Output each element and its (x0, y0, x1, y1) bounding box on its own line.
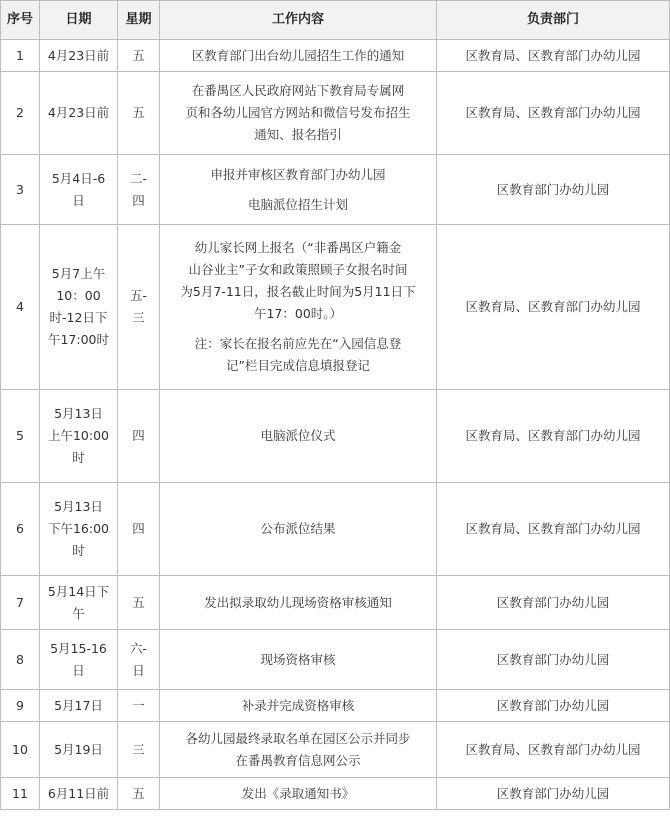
work-line: 电脑派位仪式 (260, 428, 336, 443)
work-line: 公布派位结果 (260, 521, 336, 536)
work-line: 发出拟录取幼儿现场资格审核通知 (204, 594, 392, 610)
table-body (1, 40, 670, 810)
work-paragraph (164, 518, 432, 540)
date-line: 午17:00时 (47, 332, 110, 347)
work-line: 页和各幼儿园官方网站和微信号发布招生 (185, 105, 411, 120)
cell-no: 3 (1, 155, 40, 225)
table-row (1, 40, 670, 72)
cell-weekday (118, 155, 160, 225)
table-row (1, 690, 670, 722)
date-line: 下午16:00 (47, 521, 110, 536)
date-line: 5月7上午 (51, 266, 106, 281)
table-row (1, 483, 670, 576)
date-line: 4月23日前 (47, 105, 110, 120)
cell-date (40, 576, 118, 630)
table-row (1, 778, 670, 810)
work-line: 注：家长在报名前应先在“入园信息登 (194, 336, 402, 351)
date-line: 时 (72, 543, 85, 558)
table-row (1, 72, 670, 155)
work-line: 申报并审核区教育部门办幼儿园 (210, 166, 386, 182)
work-line: 记”栏目完成信息填报登记 (226, 358, 370, 373)
cell-no: 6 (1, 483, 40, 576)
work-paragraph (164, 695, 432, 717)
cell-dept: 区教育局、区教育部门办幼儿园 (437, 390, 670, 483)
cell-date (40, 630, 118, 690)
weekday-line: 五- (129, 288, 147, 303)
date-line: 5月15-16 (50, 640, 107, 656)
work-paragraph (164, 164, 432, 186)
cell-no: 7 (1, 576, 40, 630)
cell-dept: 区教育局、区教育部门办幼儿园 (437, 225, 670, 390)
cell-weekday (118, 722, 160, 778)
work-line: 幼儿家长网上报名（“非番禺区户籍金 (194, 240, 402, 255)
date-line: 5月4日-6 (51, 170, 106, 186)
table-row (1, 155, 670, 225)
cell-weekday (118, 225, 160, 390)
cell-work (160, 722, 437, 778)
work-line: 补录并完成资格审核 (241, 697, 355, 713)
cell-weekday (118, 630, 160, 690)
date-line: 5月17日 (54, 697, 103, 713)
date-line: 午 (72, 605, 85, 621)
weekday-line: 二- (129, 170, 147, 186)
work-paragraph (164, 592, 432, 614)
cell-work (160, 630, 437, 690)
cell-dept: 区教育部门办幼儿园 (437, 690, 670, 722)
header-dept: 负责部门 (437, 1, 670, 40)
cell-no: 8 (1, 630, 40, 690)
cell-no: 11 (1, 778, 40, 810)
weekday-line: 五 (132, 594, 145, 610)
cell-weekday (118, 483, 160, 576)
cell-work (160, 72, 437, 155)
date-line: 时-12日下 (49, 310, 108, 325)
cell-date (40, 690, 118, 722)
work-paragraph (164, 194, 432, 216)
cell-weekday (118, 390, 160, 483)
cell-work (160, 778, 437, 810)
cell-date (40, 722, 118, 778)
cell-dept: 区教育部门办幼儿园 (437, 155, 670, 225)
date-line: 5月13日 (54, 499, 103, 514)
cell-weekday (118, 576, 160, 630)
date-line: 5月13日 (54, 406, 103, 421)
work-line: 为5月7-11日，报名截止时间为5月11日下 (180, 284, 416, 299)
weekday-line: 三 (132, 310, 145, 325)
cell-date (40, 72, 118, 155)
cell-no: 4 (1, 225, 40, 390)
work-paragraph (164, 45, 432, 67)
weekday-line: 四 (132, 521, 145, 536)
work-paragraph (164, 80, 432, 146)
date-line: 10：00 (56, 288, 101, 303)
cell-no: 9 (1, 690, 40, 722)
cell-work (160, 40, 437, 72)
work-line: 区教育部门出台幼儿园招生工作的通知 (191, 47, 405, 63)
cell-work (160, 690, 437, 722)
table-row (1, 630, 670, 690)
weekday-line: 日 (132, 662, 145, 678)
cell-dept: 区教育部门办幼儿园 (437, 630, 670, 690)
cell-no: 5 (1, 390, 40, 483)
cell-dept: 区教育部门办幼儿园 (437, 778, 670, 810)
work-line: 发出《录取通知书》 (241, 785, 355, 801)
cell-date (40, 390, 118, 483)
cell-dept: 区教育局、区教育部门办幼儿园 (437, 40, 670, 72)
date-line: 时 (72, 450, 85, 465)
table-row (1, 722, 670, 778)
cell-date (40, 40, 118, 72)
cell-work (160, 576, 437, 630)
date-line: 日 (72, 192, 85, 208)
weekday-line: 一 (132, 697, 145, 713)
weekday-line: 三 (132, 741, 145, 757)
work-paragraph (164, 649, 432, 671)
cell-date (40, 778, 118, 810)
cell-work (160, 483, 437, 576)
work-line: 山谷业主”子女和政策照顾子女报名时间 (188, 262, 408, 277)
header-row (1, 1, 670, 40)
header-date: 日期 (40, 1, 118, 40)
cell-weekday (118, 690, 160, 722)
work-paragraph (164, 333, 432, 377)
weekday-line: 五 (132, 47, 145, 63)
cell-work (160, 225, 437, 390)
cell-date (40, 225, 118, 390)
date-line: 上午10:00 (47, 428, 110, 443)
table-row (1, 225, 670, 390)
date-line: 6月11日前 (47, 785, 110, 801)
work-paragraph (164, 425, 432, 447)
work-paragraph (164, 237, 432, 325)
table-row (1, 576, 670, 630)
header-work: 工作内容 (160, 1, 437, 40)
work-paragraph (164, 728, 432, 772)
work-line: 现场资格审核 (260, 651, 336, 667)
cell-weekday (118, 40, 160, 72)
cell-weekday (118, 778, 160, 810)
cell-no: 2 (1, 72, 40, 155)
header-weekday: 星期 (118, 1, 160, 40)
work-line: 午17：00时。） (253, 306, 343, 321)
work-line: 电脑派位招生计划 (247, 196, 348, 212)
date-line: 日 (72, 662, 85, 678)
weekday-line: 六- (129, 640, 147, 656)
weekday-line: 五 (132, 105, 145, 120)
cell-no: 1 (1, 40, 40, 72)
cell-dept: 区教育部门办幼儿园 (437, 576, 670, 630)
weekday-line: 四 (132, 192, 145, 208)
cell-dept: 区教育局、区教育部门办幼儿园 (437, 722, 670, 778)
cell-dept: 区教育局、区教育部门办幼儿园 (437, 72, 670, 155)
weekday-line: 四 (132, 428, 145, 443)
cell-dept: 区教育局、区教育部门办幼儿园 (437, 483, 670, 576)
cell-date (40, 483, 118, 576)
date-line: 4月23日前 (47, 47, 110, 63)
cell-work (160, 390, 437, 483)
cell-date (40, 155, 118, 225)
weekday-line: 五 (132, 785, 145, 801)
date-line: 5月19日 (54, 741, 103, 757)
table-row (1, 390, 670, 483)
work-line: 通知、报名指引 (254, 127, 342, 142)
cell-work (160, 155, 437, 225)
work-line: 在番禺区人民政府网站下教育局专属网 (191, 83, 405, 98)
cell-weekday (118, 72, 160, 155)
header-no: 序号 (1, 1, 40, 40)
work-line: 在番禺教育信息网公示 (235, 752, 361, 768)
work-paragraph (164, 783, 432, 805)
work-line: 各幼儿园最终录取名单在园区公示并同步 (185, 730, 411, 746)
cell-no: 10 (1, 722, 40, 778)
date-line: 5月14日下 (47, 583, 110, 599)
